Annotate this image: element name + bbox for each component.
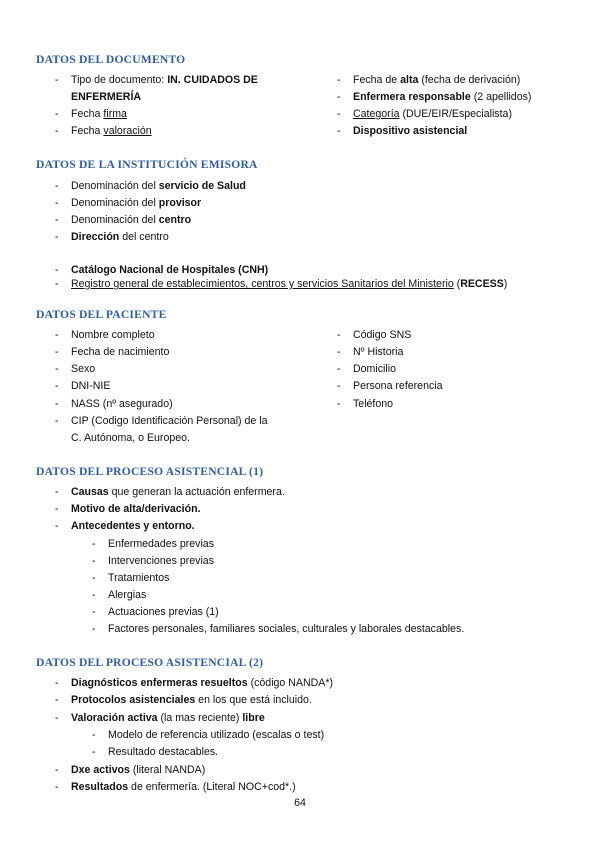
list-item-continuation: ENFERMERÍA <box>71 91 142 103</box>
list-item: - Dxe activos (literal NANDA) <box>55 764 206 776</box>
list-item: - Denominación del provisor <box>55 197 202 209</box>
list-item: - CIP (Codigo Identificación Personal) de la <box>55 415 268 427</box>
list-item: - Código SNS <box>337 329 412 341</box>
list-item: - Teléfono <box>337 398 394 410</box>
list-item: - Fecha de nacimiento <box>55 346 170 358</box>
page-number: 64 <box>294 797 306 809</box>
list-item: - Diagnósticos enfermeras resueltos (código NANDA*) <box>55 677 334 689</box>
list-item: - Denominación del servicio de Salud <box>55 180 246 192</box>
list-item: - Sexo <box>55 363 96 375</box>
list-item-cnh: - Catálogo Nacional de Hospitales (CNH) <box>55 264 269 276</box>
section-heading-documento: DATOS DEL DOCUMENTO <box>36 53 186 66</box>
list-item: - Domicilio <box>337 363 396 375</box>
list-item: - Denominación del centro <box>55 214 192 226</box>
list-item: - Enfermera responsable (2 apellidos) <box>337 91 532 103</box>
list-item: - Categoría (DUE/EIR/Especialista) <box>337 108 512 120</box>
list-item: - Antecedentes y entorno. <box>55 520 195 532</box>
list-item: - Protocolos asistenciales en los que está incluido. <box>55 694 312 706</box>
section-heading-paciente: DATOS DEL PACIENTE <box>36 308 167 321</box>
list-item-recess: - Registro general de establecimientos, centros y servicios Sanitarios del Ministerio (RECESS) <box>55 278 508 290</box>
list-item: - Dispositivo asistencial <box>337 125 468 137</box>
list-item: - Motivo de alta/derivación. <box>55 503 201 515</box>
list-item: - Persona referencia <box>337 380 443 392</box>
list-item: - DNI-NIE <box>55 380 111 392</box>
list-item: - NASS (nº asegurado) <box>55 398 173 410</box>
list-item: - Tipo de documento: IN. CUIDADOS DE <box>55 74 258 86</box>
list-item: - Fecha firma <box>55 108 127 120</box>
sub-list-item: - Resultado destacables. <box>92 746 219 758</box>
sub-list-item: - Factores personales, familiares sociales, culturales y laborales destacables. <box>92 623 465 635</box>
section-heading-institucion: DATOS DE LA INSTITUCIÓN EMISORA <box>36 158 258 171</box>
sub-list-item: - Modelo de referencia utilizado (escalas o test) <box>92 729 325 741</box>
sub-list-item: - Alergias <box>92 589 147 601</box>
list-item: - Resultados de enfermería. (Literal NOC+cod*.) <box>55 781 296 793</box>
list-item: - Causas que generan la actuación enfermera. <box>55 486 285 498</box>
sub-list-item: - Actuaciones previas (1) <box>92 606 219 618</box>
sub-list-item: - Enfermedades previas <box>92 538 214 550</box>
list-item: - Dirección del centro <box>55 231 169 243</box>
list-item: - Nombre completo <box>55 329 155 341</box>
list-item: - Fecha valoración <box>55 125 152 137</box>
list-item: - Fecha de alta (fecha de derivación) <box>337 74 521 86</box>
section-heading-proceso-1: DATOS DEL PROCESO ASISTENCIAL (1) <box>36 465 264 478</box>
section-heading-proceso-2: DATOS DEL PROCESO ASISTENCIAL (2) <box>36 656 264 669</box>
sub-list-item: - Tratamientos <box>92 572 170 584</box>
list-item: - Valoración activa (la mas reciente) libre <box>55 712 265 724</box>
list-item-continuation: C. Autónoma, o Europeo. <box>71 432 190 444</box>
list-item: - Nº Historia <box>337 346 404 358</box>
sub-list-item: - Intervenciones previas <box>92 555 214 567</box>
